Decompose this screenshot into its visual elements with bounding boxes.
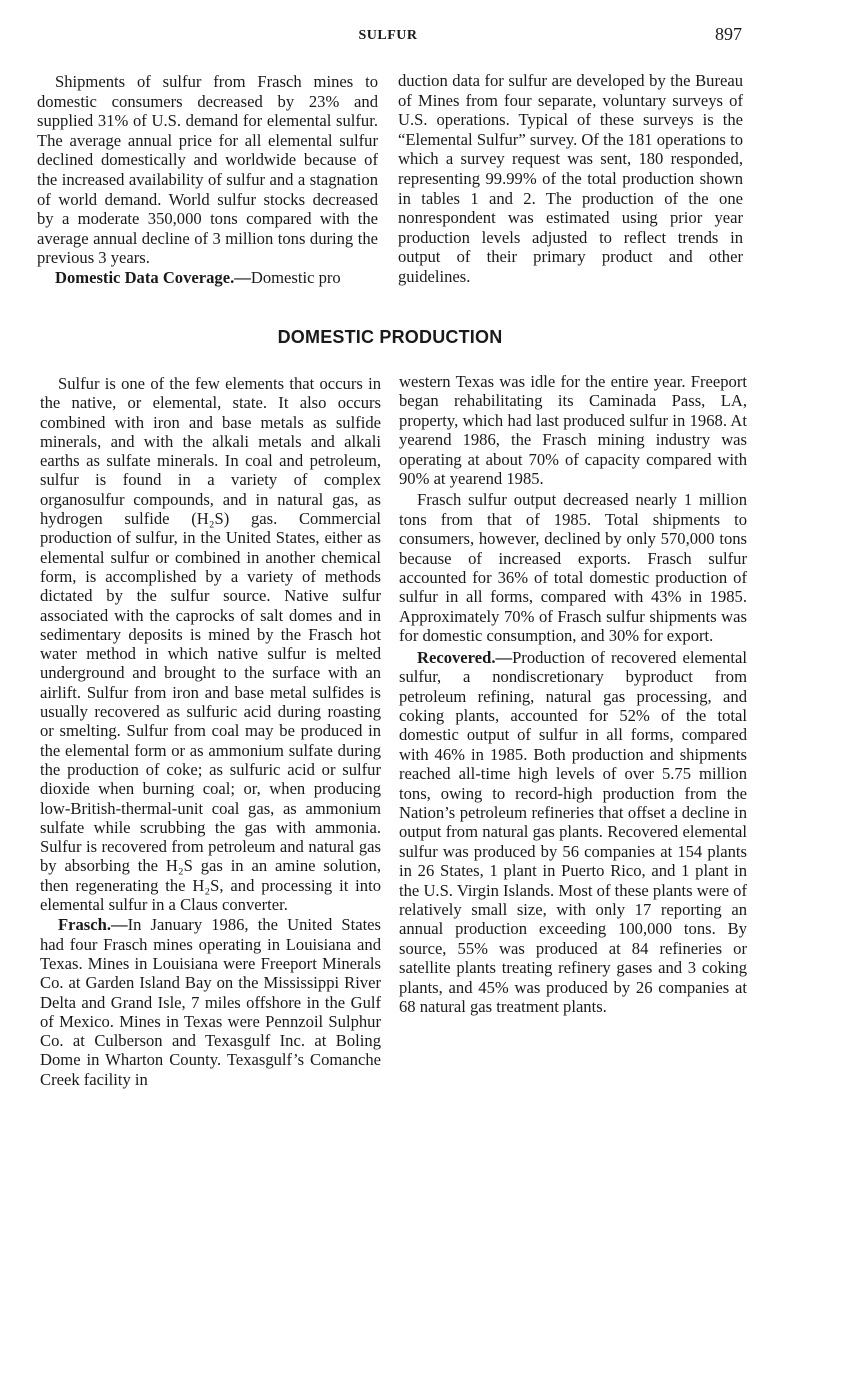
frasch-text: In January 1986, the United States had four Frasch mines operating in Louisiana and Texas. Mines in Louisiana were Freeport Minerals Co. at Garden Island Bay on the Mississippi River Delta and Grand Isle, 7 miles offshore in the Gulf of Mexico. Mines in Texas were Pennzoil Sulphur Co. at Culberson and Texasgulf Inc. at Boling Dome in Wharton County. Texasgulf’s Comanche Creek facility in	[40, 915, 381, 1089]
recovered-run-in-head: Recovered.—	[417, 647, 513, 667]
frasch-output-paragraph: Frasch sulfur output decreased nearly 1 million tons from that of 1985. Total shipments to consumers, however, declined by only 570,000 tons because of increased exports. Frasch sulfur accounted for 36% of total domestic production of sulfur in all forms, compared with 43% in 1985. Approximately 70% of Frasch sulfur shipments was for domestic consumption, and 30% for export.	[399, 490, 747, 646]
sulfur-overview-paragraph: Sulfur is one of the few elements that occurs in the native, or elemental, state. It also occurs combined with iron and base metals as sulfide minerals, and with the alkali metals and alkali earths as sulfate minerals. In coal and petroleum, sulfur is found in a variety of complex organosulfur compounds, and in natural gas, as hydrogen sulfide (H₂S) gas. Commercial production of sulfur, in the United States, either as elemental sulfur or combined in another chemical form, is accomplished by a variety of methods dictated by the sulfur source. Native sulfur associated with the caprocks of salt domes and in sedimentary deposits is mined by the Frasch hot water method in which native sulfur is melted underground and brought to the surface with an airlift. Sulfur from iron and base metal sulfides is usually recovered as sulfuric acid during roasting or smelting. Sulfur from coal may be produced in the elemental form or as ammonium sulfate during the production of coke; as sulfuric acid or sulfur dioxide when burning coal; or, when producing low-British-thermal-unit coal gas, as ammonium sulfate while scrubbing the gas with ammonia. Sulfur is recovered from petroleum and natural gas by absorbing the H₂S gas in an amine solution, then regenerating the H₂S, and processing it into elemental sulfur in a Claus converter.	[40, 374, 381, 915]
frasch-run-in-head: Frasch.—	[58, 915, 128, 935]
running-head	[0, 26, 852, 48]
main-left-column	[40, 374, 381, 1089]
data-coverage-text: Domestic pro	[250, 267, 341, 287]
main-right-column	[399, 372, 747, 1016]
frasch-paragraph	[40, 915, 381, 1089]
data-coverage-paragraph	[37, 268, 378, 288]
data-coverage-continuation: duction data for sulfur are developed by the Bureau of Mines from four separate, voluntary surveys of U.S. operations. Typical of these surveys is the “Elemental Sulfur” survey. Of the 181 operations to which a survey request was sent, 180 responded, representing 99.99% of the total production shown in tables 1 and 2. The production of the one nonrespondent was estimated using prior year production levels adjusted to reflect trends in output of their primary product and other guidelines.	[398, 71, 743, 286]
running-title: SULFUR	[358, 28, 418, 43]
frasch-continuation: western Texas was idle for the entire year. Freeport began rehabilitating its Caminada Pass, LA, property, which had last produced sulfur in 1968. At yearend 1986, the Frasch mining industry was operating at about 70% of capacity compared with 90% at yearend 1985.	[399, 372, 747, 489]
section-heading: DOMESTIC PRODUCTION	[277, 327, 503, 347]
summary-paragraph: Shipments of sulfur from Frasch mines to domestic consumers decreased by 23% and supplied 31% of U.S. demand for elemental sulfur. The average annual price for all elemental sulfur declined domestically and worldwide because of the increased availability of sulfur and a stagnation of world demand. World sulfur stocks decreased by a moderate 350,000 tons compared with the average annual decline of 3 million tons during the previous 3 years.	[37, 72, 378, 268]
page-number: 897	[715, 24, 742, 44]
recovered-paragraph	[399, 648, 747, 1017]
top-left-column	[37, 72, 378, 288]
recovered-text: Production of recovered elemental sulfur, a nondiscretionary byproduct from petroleum refining, natural gas processing, and coking plants, accounted for 52% of the total domestic output of sulfur in all forms, compared with 46% in 1985. Both production and shipments reached all-time high levels of over 5.75 million tons, owing to record-high production from the Nation’s petroleum refineries that offset a decline in output from natural gas plants. Recovered elemental sulfur was produced by 56 companies at 154 plants in 26 States, 1 plant in Puerto Rico, and 1 plant in the U.S. Virgin Islands. Most of these plants were of relatively small size, with only 17 reporting an annual production exceeding 100,000 tons. By source, 55% was produced at 84 refineries or satellite plants treating refinery gases and 3 coking plants, and 45% was produced by 26 companies at 68 natural gas treatment plants.	[399, 647, 747, 1016]
data-coverage-run-in-head: Domestic Data Coverage.—	[55, 267, 251, 287]
top-right-column	[398, 71, 743, 287]
